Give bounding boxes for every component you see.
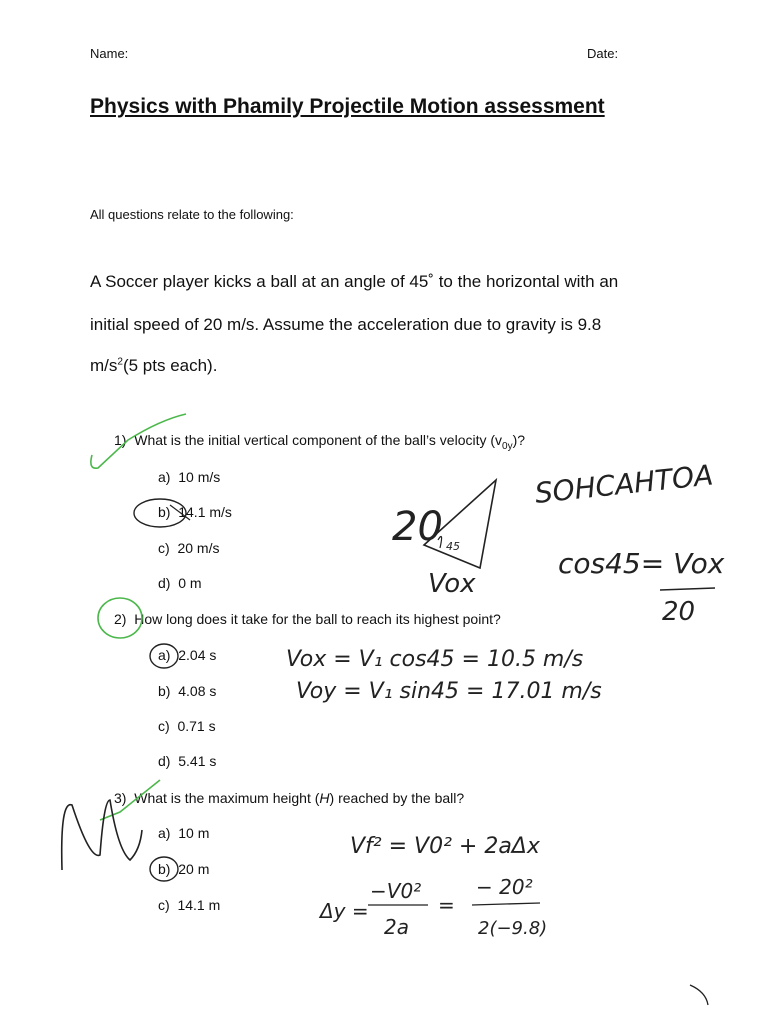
q3-option-a[interactable]: a) 10 m bbox=[158, 825, 210, 841]
problem-line-2: initial speed of 20 m/s. Assume the acceleration due to gravity is 9.8 bbox=[90, 315, 602, 334]
cos-denominator: 20 bbox=[662, 597, 696, 627]
q1-option-d[interactable]: d) 0 m bbox=[158, 575, 202, 591]
q1-option-b[interactable]: b) 14.1 m/s bbox=[158, 504, 232, 520]
q1-option-a[interactable]: a) 10 m/s bbox=[158, 469, 221, 485]
triangle-diagram bbox=[424, 480, 496, 568]
triangle-hyp-label: 20 bbox=[392, 504, 443, 550]
grade-mark-n bbox=[62, 800, 142, 870]
value-numerator: − 20² bbox=[476, 875, 533, 899]
q2-option-b[interactable]: b) 4.08 s bbox=[158, 683, 217, 699]
question-1: 1) What is the initial vertical component of the ball’s velocity $(v_{0y})$? bbox=[114, 432, 526, 452]
dy-label: Δy = bbox=[320, 899, 369, 923]
q3-option-c[interactable]: c) 14.1 m bbox=[158, 897, 221, 913]
triangle-angle-label: 45 bbox=[446, 540, 460, 553]
triangle-base-label: Vox bbox=[428, 569, 476, 599]
angle-arc bbox=[438, 536, 442, 548]
q1-option-c[interactable]: c) 20 m/s bbox=[158, 540, 220, 556]
voy-equation: Voy = V₁ sin45 = 17.01 m/s bbox=[296, 679, 602, 704]
dy-equals: = bbox=[438, 893, 455, 917]
dy-denominator: 2a bbox=[384, 915, 409, 939]
value-denominator: 2(−9.8) bbox=[478, 918, 548, 939]
problem-line-3: $m/s^2(5$ pts each). bbox=[90, 356, 218, 375]
problem-line-1: A Soccer player kicks a ball at an angle of 45˚ to the horizontal with an bbox=[90, 272, 619, 291]
corner-mark bbox=[690, 985, 708, 1005]
q2-option-a[interactable]: a) 2.04 s bbox=[158, 647, 217, 663]
cos-equation: cos45= Vox bbox=[558, 547, 725, 580]
question-2: 2) How long does it take for the ball to reach its highest point? bbox=[114, 611, 501, 627]
q2-option-d[interactable]: d) 5.41 s bbox=[158, 753, 217, 769]
name-label: Name: bbox=[90, 46, 129, 61]
q2-option-c[interactable]: c) 0.71 s bbox=[158, 718, 216, 734]
kinematic-equation: Vf² = V0² + 2aΔx bbox=[350, 834, 540, 859]
dy-numerator: −V0² bbox=[370, 879, 422, 903]
date-label: Date: bbox=[587, 46, 619, 61]
fraction-bar bbox=[660, 588, 715, 590]
intro-text: All questions relate to the following: bbox=[90, 207, 294, 222]
q3-option-b[interactable]: b) 20 m bbox=[158, 861, 210, 877]
value-fraction-bar bbox=[472, 903, 540, 905]
mnemonic: SOHCAHTOA bbox=[533, 458, 715, 510]
page-title: Physics with Phamily Projectile Motion assessment bbox=[90, 95, 605, 118]
vox-equation: Vox = V₁ cos45 = 10.5 m/s bbox=[286, 647, 584, 672]
question-3: 3) What is the maximum height (H) reached by the ball? bbox=[114, 790, 465, 806]
